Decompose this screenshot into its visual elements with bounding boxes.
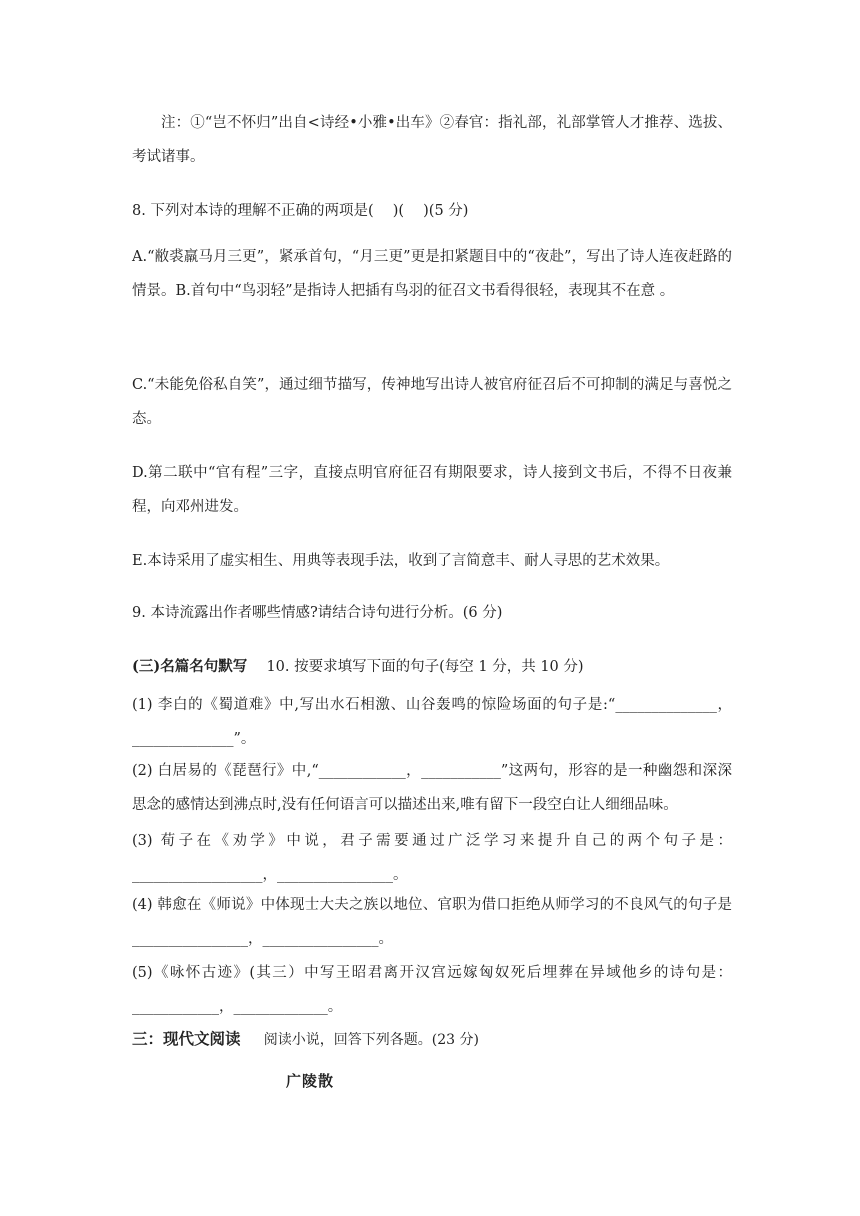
question-8-stem: 8. 下列对本诗的理解不正确的两项是( )( )(5 分): [132, 203, 469, 219]
poem-note: 注：①“岂不怀归”出自<诗经•小雅•出车》②春官：指礼部，礼部掌管人才推荐、选拔、考试诸事。: [132, 115, 732, 165]
question-8-option-e: E.本诗采用了虚实相生、用典等表现手法，收到了言简意丰、耐人寻思的艺术效果。: [132, 553, 670, 569]
question-10-stem: 10. 按要求填写下面的句子(每空 1 分，共 10 分): [266, 659, 584, 675]
recitation-item-5: (5)《咏怀古迹》(其三）中写王昭君离开汉宫远嫁匈奴死后埋葬在异域他乡的诗句是：____________，_____________。: [132, 965, 732, 1015]
section-3-header: [132, 652, 732, 682]
question-8-option-a-b: A.“敝裘羸马月三更”，紧承首句，“月三更”更是扣紧题目中的“夜赴”，写出了诗人连夜赶路的情景。B.首句中“鸟羽轻”是指诗人把插有鸟羽的征召文书看得很轻，表现其不在意 。: [132, 249, 732, 299]
question-9: 9. 本诗流露出作者哪些情感?请结合诗句进行分析。(6 分): [132, 605, 503, 621]
section-heading-row: [132, 1024, 732, 1055]
question-8-option-c: C.“未能免俗私自笑”，通过细节描写，传神地写出诗人被官府征召后不可抑制的满足与喜悦之态。: [132, 377, 732, 427]
recitation-item-1: (1) 李白的《蜀道难》中,写出水石相激、山谷轰鸣的惊险场面的句子是:“______________，______________”。: [132, 697, 732, 747]
section-3-label: (三)名篇名句默写: [132, 658, 248, 675]
question-8-option-d: D.第二联中“官有程”三字，直接点明官府征召有期限要求，诗人接到文书后，不得不日夜兼程，向邓州进发。: [132, 465, 732, 515]
story-title: 广陵散: [286, 1072, 335, 1090]
recitation-item-4: (4) 韩愈在《师说》中体现士大夫之族以地位、官职为借口拒绝从师学习的不良风气的句子是________________，________________。: [132, 897, 732, 947]
section-heading: 三：现代文阅读: [132, 1029, 241, 1048]
recitation-item-3: (3) 荀子在《劝学》中说，君子需要通过广泛学习来提升自己的两个句子是：__________________，________________。: [132, 833, 732, 883]
recitation-item-2: (2) 白居易的《琵琶行》中,“____________，___________”这两句，形容的是一种幽怨和深深思念的感情达到沸点时,没有任何语言可以描述出来,唯有留下一段空白让人细细品味。: [132, 763, 732, 813]
section-instruction: 阅读小说，回答下列各题。(23 分): [263, 1032, 479, 1048]
